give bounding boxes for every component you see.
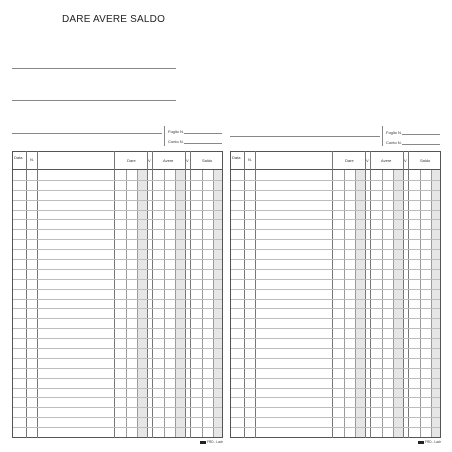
ledger-row-line <box>13 279 222 280</box>
ledger-row-line <box>13 328 222 329</box>
col-head-n: N. <box>248 157 252 162</box>
conto-line <box>184 143 222 144</box>
col-divider <box>152 151 153 438</box>
ledger-row-line <box>231 407 440 408</box>
col-divider <box>408 151 409 438</box>
ledger-frame <box>12 151 223 438</box>
col-divider <box>244 151 245 438</box>
conto-label: Conto N. <box>168 139 184 144</box>
foglio-label: Foglio N. <box>386 130 403 135</box>
ledger-row-line <box>231 200 440 201</box>
header-line <box>230 136 380 137</box>
col-divider <box>26 151 27 438</box>
ledger-row-line <box>231 388 440 389</box>
ledger-row-line <box>13 427 222 428</box>
footer-code-text: FRD - Ladr <box>207 440 223 444</box>
ledger-row-line <box>13 407 222 408</box>
ledger-row-line <box>231 328 440 329</box>
ledger-row-line <box>231 318 440 319</box>
col-divider <box>185 151 186 438</box>
col-divider <box>370 151 371 438</box>
ledger-row-line <box>231 397 440 398</box>
ledger-row-line <box>13 358 222 359</box>
ledger-row-line <box>13 180 222 181</box>
col-head-saldo: Saldo <box>202 158 213 163</box>
col-head-v1: V <box>148 158 151 163</box>
ledger-row-line <box>231 190 440 191</box>
blank-line <box>12 68 176 69</box>
header-bottom-line <box>230 169 441 170</box>
footer-code <box>418 440 441 444</box>
ledger-row-line <box>231 308 440 309</box>
conto-line <box>402 144 440 145</box>
ledger-row-line <box>231 289 440 290</box>
ledger-row-line <box>231 358 440 359</box>
ledger-row-line <box>13 338 222 339</box>
foglio-line <box>402 134 440 135</box>
ledger-row-line <box>13 239 222 240</box>
ledger-row-line <box>13 229 222 230</box>
ledger-row-line <box>231 338 440 339</box>
ledger-frame <box>230 151 441 438</box>
ledger-row-line <box>231 180 440 181</box>
ledger-row-line <box>13 348 222 349</box>
col-divider <box>114 151 115 438</box>
col-divider <box>255 151 256 438</box>
ledger-row-line <box>13 259 222 260</box>
ledger-row-line <box>13 249 222 250</box>
col-divider <box>332 151 333 438</box>
col-head-n: N. <box>30 157 34 162</box>
brand-logo-icon <box>200 441 206 444</box>
ledger-row-line <box>231 210 440 211</box>
col-head-saldo: Saldo <box>420 158 431 163</box>
col-head-data: Data <box>232 155 241 160</box>
blank-line <box>12 100 176 101</box>
ledger-row-line <box>13 308 222 309</box>
ledger-row-line <box>13 200 222 201</box>
col-head-avere: Avere <box>163 158 174 163</box>
ledger-row-line <box>231 239 440 240</box>
ledger-row-line <box>231 219 440 220</box>
col-divider <box>403 151 404 438</box>
ledger-row-line <box>231 378 440 379</box>
ledger-row-line <box>231 348 440 349</box>
conto-label: Conto N. <box>386 140 402 145</box>
col-divider <box>147 151 148 438</box>
ledger-row-line <box>231 427 440 428</box>
header-divider <box>164 126 165 146</box>
ledger-row-line <box>13 368 222 369</box>
ledger-row-line <box>13 299 222 300</box>
col-head-dare: Dare <box>345 158 354 163</box>
ledger-row-line <box>231 299 440 300</box>
header-divider <box>382 126 383 146</box>
header-line <box>12 133 162 134</box>
col-divider <box>37 151 38 438</box>
col-divider <box>190 151 191 438</box>
footer-code <box>200 440 223 444</box>
ledger-row-line <box>13 388 222 389</box>
ledger-row-line <box>13 378 222 379</box>
ledger-row-line <box>231 259 440 260</box>
foglio-label: Foglio N. <box>168 129 185 134</box>
col-divider <box>365 151 366 438</box>
page-title: DARE AVERE SALDO <box>62 14 166 25</box>
ledger-row-line <box>13 210 222 211</box>
ledger-row-line <box>231 269 440 270</box>
ledger-row-line <box>231 249 440 250</box>
ledger-row-line <box>231 229 440 230</box>
ledger-row-line <box>13 219 222 220</box>
ledger-row-line <box>231 368 440 369</box>
col-head-v2: V <box>404 158 407 163</box>
col-head-v2: V <box>186 158 189 163</box>
footer-code-text: FRD - Ladr <box>425 440 441 444</box>
ledger-row-line <box>13 397 222 398</box>
col-head-v1: V <box>366 158 369 163</box>
col-head-avere: Avere <box>381 158 392 163</box>
header-bottom-line <box>12 169 223 170</box>
ledger-row-line <box>13 190 222 191</box>
col-head-data: Data <box>14 155 23 160</box>
col-head-dare: Dare <box>127 158 136 163</box>
ledger-row-line <box>13 417 222 418</box>
ledger-row-line <box>13 318 222 319</box>
ledger-row-line <box>231 279 440 280</box>
ledger-row-line <box>13 269 222 270</box>
ledger-row-line <box>13 289 222 290</box>
foglio-line <box>184 133 222 134</box>
ledger-row-line <box>231 417 440 418</box>
brand-logo-icon <box>418 441 424 444</box>
